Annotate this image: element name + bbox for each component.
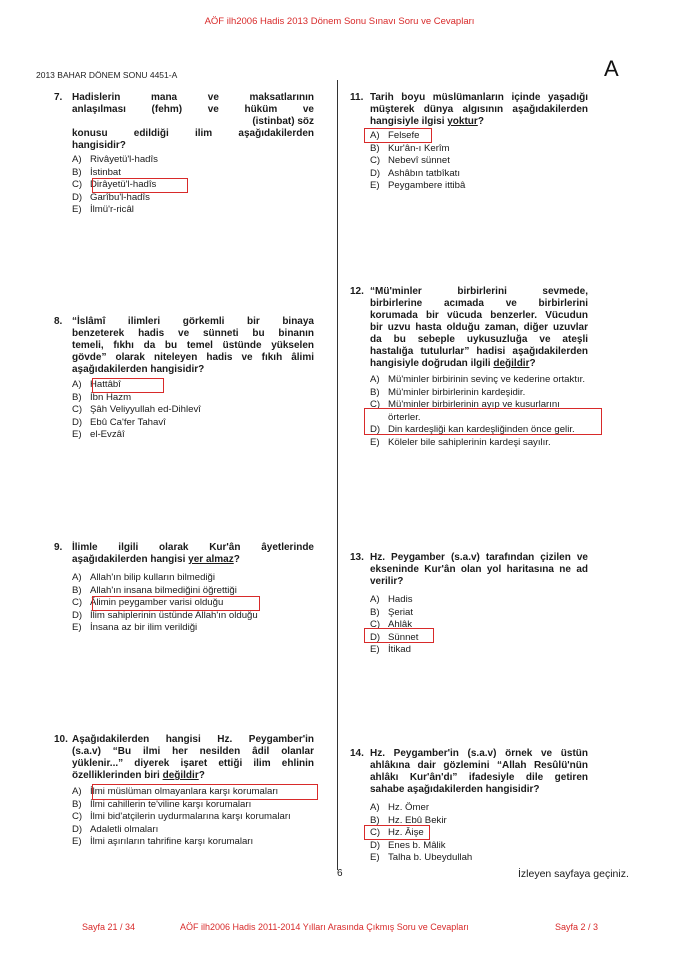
option-c[interactable]: C) Dirâyetü'l-hadîs (72, 179, 157, 191)
question-number: 10. (54, 734, 68, 745)
answer-highlight (364, 408, 602, 435)
option-b[interactable]: B) İbn Hazm (72, 391, 132, 403)
option-a[interactable]: A) Allah'ın bilip kulların bilmediği (72, 572, 216, 583)
question-stem: Hz. Peygamber'in (s.a.v) örnek ve üstün ahlâkına dair gözlemini “Allah Resûlü'nün ahlâkı Kur'ân'dı” ifadesiyle dile getiren sahabe aşağıdakilerden hangisidir? (370, 748, 588, 795)
question-stem: “Mü'minler birbirlerini sevmede, birbirlerine acımada ve birbirlerini korumada bir vücuda benzerler. Vücudun bir uzvu hasta olduğu zaman, diğer uzuvlar da bu sebeple uykusuzluğa ve ateşli hastalığa tutulurlar” hadisi aşağıdakilerden hangisiyle doğrudan ilgili değildir? (370, 286, 588, 369)
option-b[interactable]: B) Allah'ın insana bilmediğini öğrettiği (72, 584, 237, 596)
question-stem: Tarih boyu müslümanların içinde yaşadığı müşterek dünya algısının aşağıdakilerden hangisiyle ilgisi yoktur? (370, 92, 588, 127)
options (370, 594, 588, 657)
option-d[interactable]: D) Din kardeşliği kan kardeşliğinden önce gelir. (370, 424, 575, 436)
option-b[interactable]: B) İlmi cahillerin te'viline karşı korumaları (72, 798, 252, 810)
option-c[interactable]: C) Şâh Veliyyullah ed-Dihlevî (72, 404, 201, 416)
option-c[interactable]: C) İlmi bid'atçilerin uydurmalarına karşı korumaları (72, 811, 291, 823)
option-d[interactable]: D) Garîbu'l-hadîs (72, 191, 150, 203)
answer-highlight (92, 784, 318, 800)
exam-label: 2013 BAHAR DÖNEM SONU 4451-A (36, 70, 178, 80)
answer-highlight (364, 128, 432, 143)
option-a[interactable]: A) Hattâbî (72, 379, 121, 390)
answer-highlight (92, 178, 188, 193)
option-d[interactable]: D) Enes b. Mâlik (370, 839, 446, 851)
question-number: 12. (350, 286, 364, 297)
option-b[interactable]: B) Mü'minler birbirlerinin kardeşidir. (370, 386, 526, 398)
question-stem: Hadislerin mana ve maksatlarının anlaşılması (fehm) ve hüküm ve (istinbat) söz konusu edildiği ilim aşağıdakilerden hangisidir? (72, 92, 314, 151)
option-e[interactable]: E) İtikad (370, 644, 411, 656)
answer-highlight (364, 628, 434, 643)
option-e[interactable]: E) Köleler bile sahiplerinin kardeşi sayılır. (370, 436, 551, 448)
option-d[interactable]: D) Ashâbın tatbîkatı (370, 167, 460, 179)
question-number: 7. (54, 92, 63, 103)
question-stem: İlimle ilgili olarak Kur'ân âyetlerinde aşağıdakilerden hangisi yer almaz? (72, 542, 314, 565)
option-b[interactable]: B) Hz. Ebû Bekir (370, 814, 447, 826)
question-number: 9. (54, 542, 63, 553)
option-a[interactable]: A) İlmi müslüman olmayanlara karşı korumaları (72, 786, 279, 797)
page-number: 6 (337, 868, 343, 879)
footer-center: AÖF ilh2006 Hadis 2011-2014 Yılları Arasında Çıkmış Soru ve Cevapları (180, 922, 469, 932)
option-e[interactable]: E) el-Evzâî (72, 429, 125, 441)
option-c[interactable]: C) Ahlâk (370, 619, 412, 631)
option-c[interactable]: C) Mü'minler birbirlerinin ayıp ve kusurlarını örterler. (370, 399, 560, 423)
next-page-note: İzleyen sayfaya geçiniz. (518, 868, 629, 880)
footer-left: Sayfa 21 / 34 (82, 922, 136, 932)
question-stem: “İslâmî ilimleri görkemli bir binaya benzeterek hadis ve sünneti bu binanın temeli, fıkhı da bu temel üstünde yükselen gövde” olarak niteleyen hadis ve fıkıh âlimi aşağıdakilerden hangisidir? (72, 316, 314, 375)
option-c[interactable]: C) Hz. Âişe (370, 827, 424, 839)
booklet-letter: A (604, 56, 619, 81)
option-c[interactable]: C) Nebevî sünnet (370, 155, 450, 167)
option-e[interactable]: E) İlmi aşırıların tahrifine karşı korumaları (72, 836, 254, 848)
option-e[interactable]: E) Peygambere ittibâ (370, 180, 466, 192)
question-number: 13. (350, 552, 364, 563)
option-e[interactable]: E) İnsana az bir ilim verildiği (72, 622, 198, 634)
question-stem: Aşağıdakilerden hangisi Hz. Peygamber'in (s.a.v) “Bu ilmi her nesilden âdil olanlar yüklenir...” diyerek işaret ettiği ilim ehlinin özelliklerinden biri değildir? (72, 734, 314, 781)
question-number: 8. (54, 316, 63, 327)
option-b[interactable]: B) Şeriat (370, 606, 414, 618)
option-b[interactable]: B) Kur'ân-ı Kerîm (370, 142, 450, 154)
option-d[interactable]: D) Sünnet (370, 631, 419, 643)
option-c[interactable]: C) Âlimin peygamber varisi olduğu (72, 597, 224, 609)
footer-right: Sayfa 2 / 3 (555, 922, 599, 932)
question-number: 14. (350, 748, 364, 759)
question-stem: Hz. Peygamber (s.a.v) tarafından çizilen ve ekseninde Kur'ân olan yol haritasına ne ad verilir? (370, 552, 588, 587)
option-a[interactable]: A) Mü'minler birbirinin sevinç ve kederine ortaktır. (370, 374, 585, 385)
answer-highlight (364, 825, 430, 840)
column-divider (337, 80, 338, 870)
document-title: AÖF ilh2006 Hadis 2013 Dönem Sonu Sınavı Soru ve Cevapları (204, 16, 475, 27)
option-a[interactable]: A) Rivâyetü'l-hadîs (72, 154, 158, 165)
option-a[interactable]: A) Hz. Ömer (370, 802, 430, 813)
option-d[interactable]: D) Adaletli olmaları (72, 823, 159, 835)
option-a[interactable]: A) Felsefe (370, 130, 420, 141)
option-d[interactable]: D) Ebû Ca'fer Tahavî (72, 416, 166, 428)
answer-highlight (92, 378, 164, 393)
option-e[interactable]: E) Talha b. Ubeydullah (370, 852, 473, 864)
question-number: 11. (350, 92, 364, 103)
option-e[interactable]: E) İlmü'r-ricâl (72, 204, 134, 216)
option-b[interactable]: B) İstinbat (72, 166, 121, 178)
option-d[interactable]: D) İlim sahiplerinin üstünde Allah'ın olduğu (72, 609, 258, 621)
answer-highlight (92, 596, 260, 611)
option-a[interactable]: A) Hadis (370, 594, 413, 605)
